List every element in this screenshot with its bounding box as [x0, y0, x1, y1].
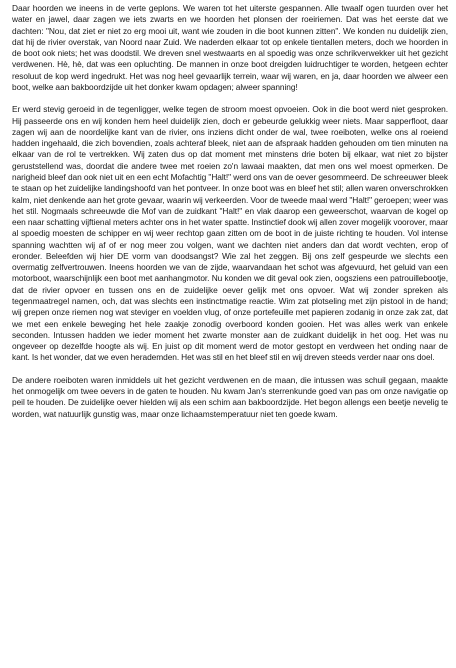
- paragraph-3: De andere roeiboten waren inmiddels uit het gezicht verdwenen en de maan, die intussen was schuil gegaan, maakte het onmogelijk om twee oevers in de gaten te houden. Nu kwam Jan's sterrenkunde goed van pas om onze navigatie op peil te houden. De zuidelijke oever hielden wij als een schim aan bakboordzijde. Het begon allengs een beetje nevelig te worden, wat natuurlijk gunstig was, maar onze lichaamstemperatuur niet ten goede kwam.: [12, 374, 448, 419]
- paragraph-2: Er werd stevig geroeid in de tegenligger, welke tegen de stroom moest opvoeien. Ook in die boot werd niet gesproken. Hij passeerde ons en wij konden hem heel duidelijk zien, doch er gebeurde gelukkig weer niets. Maar sapperfloot, daar zagen wij aan de noordelijke kant van de rivier, ons inziens dicht onder de wal, twee roeiboten, welke ons al roeiend hadden ingehaald, die zich bovendien, zoals achteraf bleek, niet aan de afspraak hadden gehouden om tien minuten na elkaar van de rol te vertrekken. Wij zaten dus op dat moment met minstens drie boten bij elkaar, wat niet zo bijster geruststellend was, doordat die andere twee met roeien zo'n lawaai maakten, dat men ons wel moest opmerken. De narigheid bleef dan ook niet uit en een echt Mofachtig "Halt!" werd ons van de oever gesommeerd. De schreeuwer bleek te staan op het zuidelijke landingshoofd van het pontveer. In onze boot was en bleef het stil; allen waren onverschrokken kalm, niet denkende aan het grote gevaar, waarin wij verkeerden. Voor de tweede maal werd "Halt!" geroepen; weer was het stil. Nogmaals schreeuwde die Mof van de zuidkant "Halt!" en vlak daarop een geweerschot, waarvan de kogel op een naar schatting vijftienal meters achter ons in het water spatte. Instinctief dook wij allen zover mogelijk voorover, maar al spoedig moesten de schipper en wij weer rechtop gaan zitten om de boot in de juiste richting te houden. Vol intense spanning wachtten wij af of er nog meer zou volgen, want we dachten niet anders dan dat wordt vechten, erop of eronder. Beleefden wij hier DE vorm van doodsangst? Wie zal het zeggen. Bij ons zelf gespeurde we slechts een overmatig zelfvertrouwen. Ineens hoorden we van de zijde, waarvandaan het schot was afgevuurd, het geluid van een motorboot, waarschijnlijk een boot met aanhangmotor. Nu konden we dit geval ook zien, oogsziens een patrouillebootje, dat de rivier opvoer en tussen ons en de zuidelijke oever gelijk met ons opvoer. Wat wij zonder spreken als tegenmaatregel namen, och, dat was slechts een instinctmatige reactie. Wim zat plotseling met zijn pistool in de hand; wij grepen onze riemen nog wat steviger en voelden vlug, of onze portefeuille met papieren zodanig in onze zak zat, dat we met een enkele beweging het hele zaakje zonodig overboord konden gooien. Het was alles werk van enkele seconden. Intussen hadden we ieder moment het zwarte monster aan de zuidkant duidelijk in het oog. Het was nu ongeveer op dezelfde hoogte als wij. En juist op dit moment werd de motor gestopt en verdween het onding naar de kant. Is het wonder, dat we even herademden. Het was stil en het bleef stil en wij dreven steeds verder naar ons doel.: [12, 104, 448, 363]
- paragraph-1: Daar hoorden we ineens in de verte geplons. We waren tot het uiterste gespannen. Alle twaalf ogen tuurden over het water en jawel, daar zagen we iets zwarts en we hoorden het plonsen der roeiriemen. Dat was het eerste dat we dachten: "Nou, dat ziet er niet zo erg mooi uit, want wie zouden in die boot kunnen zitten". We konden nu duidelijk zien, dat hij de rivier overstak, van Noord naar Zuid. We naderden elkaar tot op enkele tientallen meters, doch we hoorden in de boot ook niets; het was doodstil. We dreven snel westwaarts en al spoedig was onze schrikverwekker uit het gezicht verdwenen. Hè, hè, dat was een opluchting. De mannen in onze boot dreigden luidruchtiger te worden, hetgeen echter resoluut de kop werd ingedrukt. Het was nog heel gevaarlijk terrein, waar wij waren, en ja, daar hoorden we alweer een boot, welke aan bakboordzijde uit het donker kwam opdagen; alweer spanning!: [12, 3, 448, 92]
